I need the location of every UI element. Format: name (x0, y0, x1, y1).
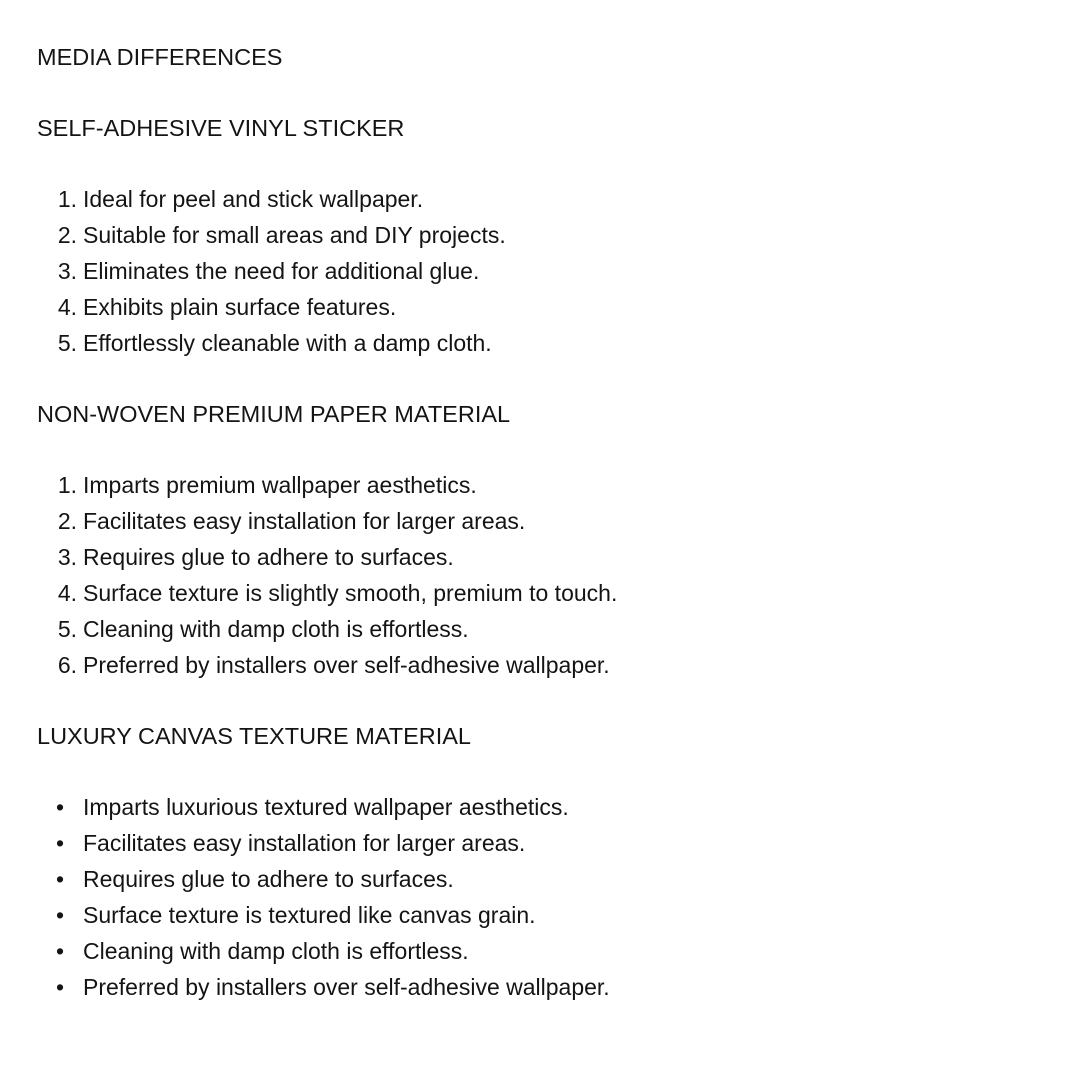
list-item: Suitable for small areas and DIY projects. (83, 222, 506, 248)
list-item: • Imparts luxurious textured wallpaper aesthetics. (37, 789, 1040, 825)
list-item: • Requires glue to adhere to surfaces. (37, 861, 1040, 897)
list-item: Ideal for peel and stick wallpaper. (83, 186, 424, 212)
section-heading-self-adhesive: SELF-ADHESIVE VINYL STICKER (37, 115, 405, 141)
list-item: • Preferred by installers over self-adhesive wallpaper. (37, 969, 1040, 1005)
list-item: Effortlessly cleanable with a damp cloth. (83, 330, 492, 356)
list-item: Eliminates the need for additional glue. (83, 258, 480, 284)
list-item: Requires glue to adhere to surfaces. (83, 544, 454, 570)
list-item: Imparts premium wallpaper aesthetics. (83, 472, 477, 498)
numbered-list-self-adhesive (37, 181, 1040, 361)
list-item: • Cleaning with damp cloth is effortless. (37, 933, 1040, 969)
list-item: Exhibits plain surface features. (83, 294, 397, 320)
list-item: Surface texture is slightly smooth, premium to touch. (83, 580, 618, 606)
list-item: • Facilitates easy installation for larger areas. (37, 825, 1040, 861)
section-heading-luxury-canvas: LUXURY CANVAS TEXTURE MATERIAL (37, 723, 471, 749)
numbered-list-non-woven (37, 467, 1040, 683)
bulleted-list-luxury-canvas (37, 789, 1040, 1005)
page-title: MEDIA DIFFERENCES (37, 44, 283, 70)
list-item: Cleaning with damp cloth is effortless. (83, 616, 469, 642)
section-heading-non-woven: NON-WOVEN PREMIUM PAPER MATERIAL (37, 401, 511, 427)
list-item: • Surface texture is textured like canvas grain. (37, 897, 1040, 933)
list-item: Preferred by installers over self-adhesive wallpaper. (83, 652, 610, 678)
list-item: Facilitates easy installation for larger areas. (83, 508, 526, 534)
